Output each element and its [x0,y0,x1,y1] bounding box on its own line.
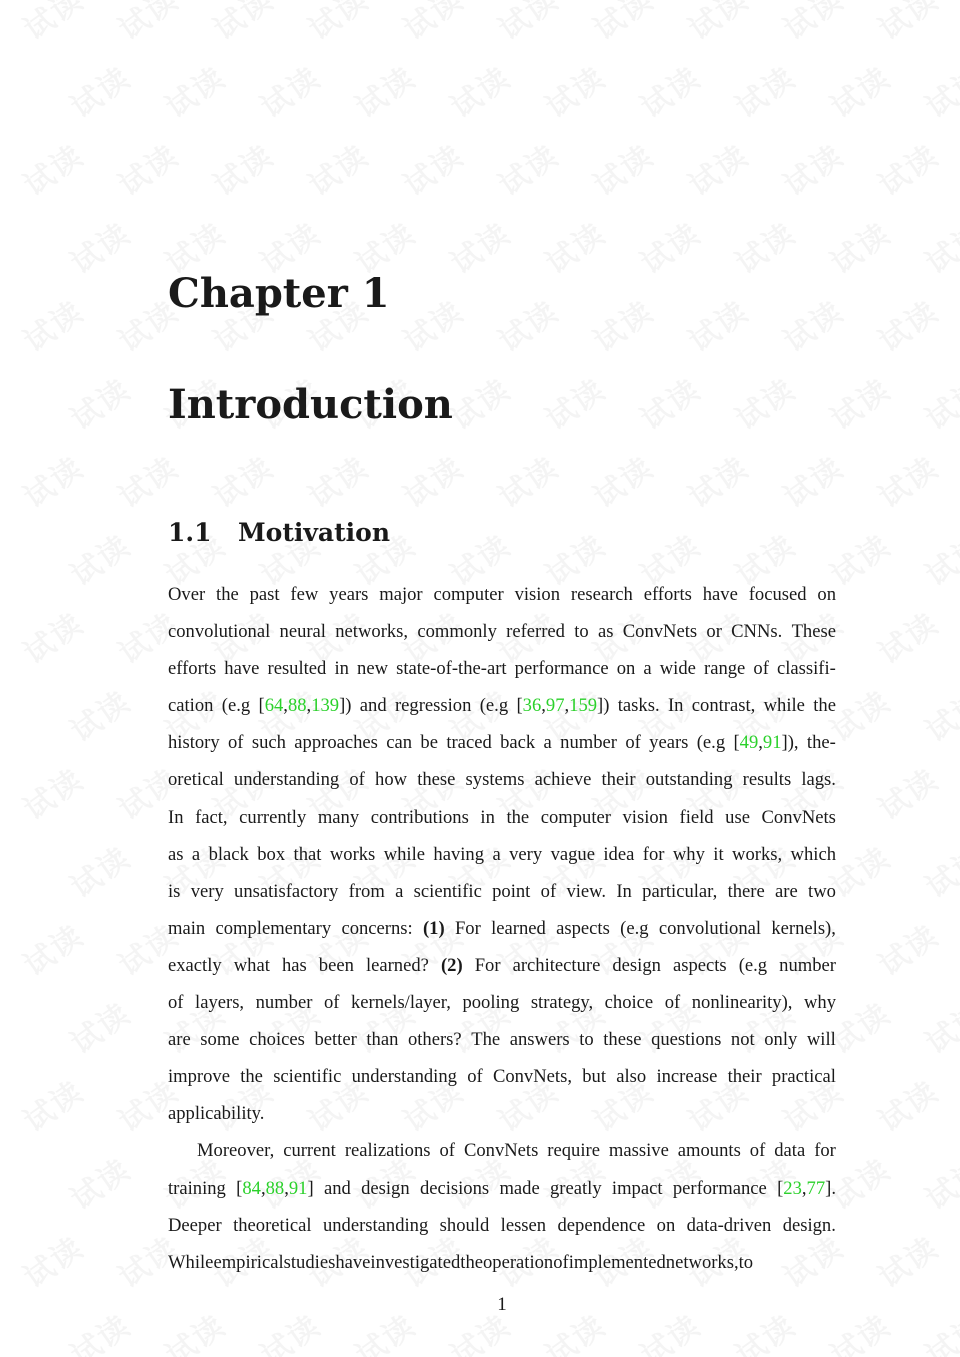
word: on [817,584,836,605]
word: back [500,732,536,754]
word: scientific [413,880,482,902]
word: CNNs. [731,621,783,643]
word: approaches [294,732,378,754]
citation-link[interactable]: 88 [287,695,307,717]
word: vision [622,806,668,828]
section-title: Motivation [238,518,391,547]
word: history [168,732,220,754]
word: for [814,1140,836,1162]
text-line [168,984,836,1021]
word: of [467,1066,483,1088]
word: achieve [534,769,592,791]
word: [ [516,695,523,717]
body-text [168,576,836,1281]
word: past [249,584,280,605]
word: design [612,954,661,976]
word: applicability. [168,1103,265,1125]
word: learned? [365,954,429,976]
text-line [168,1132,836,1169]
word: greatly [550,1177,602,1199]
word: computer [433,584,504,605]
word: to [574,621,589,643]
word: , [283,695,288,717]
word: new [357,658,388,680]
word: a [543,732,552,754]
word: results [742,769,792,791]
word: choice [604,992,654,1014]
word: , [306,695,312,717]
word: their [601,769,636,791]
word: not [730,1029,755,1051]
word: that [293,843,322,865]
word: networks, [665,1251,739,1273]
word: decisions [419,1177,490,1199]
word: data [774,1140,806,1162]
word: for [642,843,665,865]
citation-link[interactable]: 23 [783,1177,802,1199]
word: should [439,1214,490,1236]
word: theoretical [233,1214,312,1236]
word: traced [446,732,492,754]
word: empirical [213,1251,284,1273]
word: kernels), [771,917,836,939]
word: Deeper [168,1214,222,1236]
word: very [190,880,224,902]
word: the [216,584,239,605]
word: architecture [512,954,601,976]
word: are [168,1029,191,1051]
word: these [417,769,456,791]
word: will [806,1029,836,1051]
chapter-title: Introduction [168,381,453,428]
word: efforts [643,584,692,605]
word: commonly [417,621,497,643]
word: major [379,584,423,605]
word: For [474,954,501,976]
text-line [168,910,836,947]
word: number [560,732,617,754]
word: from [348,880,385,902]
word: works, [732,843,783,865]
bold-marker: (2) [440,954,463,976]
word: tasks. [617,695,660,717]
text-line [168,873,836,910]
word: focused [748,584,807,605]
word: design [361,1177,410,1199]
word: use [725,806,750,828]
paragraph [168,1132,836,1280]
word: have [335,1251,371,1273]
text-line [168,650,836,687]
word: understanding [233,769,340,791]
text-line [168,1207,836,1244]
word: ]), [781,732,799,754]
word: there [727,880,765,902]
word: while [763,695,805,717]
word: have [702,584,738,605]
word: can [386,732,413,754]
word: (e.g [221,695,251,717]
word: pooling [462,992,520,1014]
word: concerns: [341,917,413,939]
word: of [553,1251,569,1273]
word: (e.g [620,917,649,939]
word: black [208,843,249,865]
word: computer [540,806,611,828]
word: of [753,658,769,680]
word: practical [771,1066,836,1088]
word: [ [777,1177,784,1199]
word: The [471,1029,501,1051]
word: (e.g [696,732,726,754]
word: in [480,806,495,828]
word: ] [307,1177,314,1199]
word: the [506,806,530,828]
citation-link[interactable]: 91 [288,1177,308,1199]
citation-link[interactable]: 139 [311,695,340,717]
word: many [317,806,360,828]
word: be [420,732,438,754]
chapter-label: Chapter 1 [168,270,390,317]
word: Over [168,584,206,605]
word: are [775,880,798,902]
word: as [597,621,614,643]
word: improve [168,1066,230,1088]
word: choices [249,1029,305,1051]
word: In [667,695,684,717]
word: scientific [273,1066,342,1088]
word: wide [659,658,696,680]
word: while [383,843,426,865]
text-line [168,761,836,798]
word: only [764,1029,798,1051]
word: how [375,769,408,791]
word: convolutional [658,917,762,939]
word: nonlinearity), [691,992,793,1014]
word: lessen [500,1214,547,1236]
word: or [706,621,722,643]
word: having [433,843,485,865]
word: unsatisfactory [234,880,339,902]
text-line [168,799,836,836]
word: the [240,1066,263,1088]
word: , [564,695,570,717]
word: particular, [642,880,718,902]
word: has [281,954,307,976]
text-line [168,1244,836,1281]
word: state-of-the-art [396,658,507,680]
word: to [579,1029,594,1051]
word: contrast, [691,695,756,717]
word: a [191,843,201,865]
word: aspects [556,917,610,939]
word: convolutional [168,621,271,643]
word: why [803,992,836,1014]
word: research [570,584,633,605]
word: current [283,1140,336,1162]
word: made [499,1177,540,1199]
word: studies [283,1251,336,1273]
word: contributions [370,806,469,828]
word: box [257,843,286,865]
word: a [395,880,404,902]
citation-link[interactable]: 49 [739,732,759,754]
word: a [492,843,501,865]
word: [ [236,1177,243,1199]
word: aspects [672,954,727,976]
citation-group [777,1170,836,1207]
word: Moreover, [197,1140,275,1162]
word: years [329,584,369,605]
citation-link[interactable]: 77 [806,1177,826,1199]
word: as [168,843,184,865]
word: vague [550,843,595,865]
word: ]. [825,1177,836,1199]
word: such [251,732,286,754]
word: years [649,732,689,754]
word: answers [509,1029,570,1051]
citation-group [236,1170,314,1207]
word: , [801,1177,807,1199]
word: learned [491,917,546,939]
word: ConvNets [463,1140,539,1162]
word: of [540,880,557,902]
citation-group [258,687,351,724]
text-line [168,613,836,650]
word: works [329,843,376,865]
word: networks, [335,621,409,643]
text-line [168,1058,836,1095]
word: and [323,1177,351,1199]
word: training [168,1177,226,1199]
word: performance [672,1177,767,1199]
word: in [334,658,349,680]
word: also [616,1066,647,1088]
word: neural [279,621,326,643]
citation-group [733,724,798,761]
word: [ [733,732,740,754]
word: to [738,1251,754,1273]
word: , [284,1177,289,1199]
bold-marker: (1) [422,917,445,939]
word: design. [782,1214,836,1236]
word: require [547,1140,600,1162]
word: of [323,992,340,1014]
word: idea [603,843,635,865]
word: understanding [351,1066,457,1088]
word: number [255,992,313,1014]
text-line [168,836,836,873]
word: a [643,658,652,680]
word: which [790,843,836,865]
word: the [813,695,836,717]
word: on [616,658,636,680]
word: but [582,1066,606,1088]
word: ConvNets [622,621,698,643]
word: range [704,658,746,680]
word: (e.g [738,954,768,976]
word: complementary [215,917,332,939]
word: what [233,954,270,976]
word: systems [465,769,525,791]
word: referred [506,621,565,643]
word: number [779,954,836,976]
word: of [349,769,365,791]
word: For [454,917,481,939]
word: these [603,1029,642,1051]
word: In [616,880,632,902]
word: These [791,621,836,643]
text-line [168,724,836,761]
word: ]) [597,695,610,717]
page-number: 1 [497,1294,507,1315]
word: others? [407,1029,462,1051]
word: ConvNets [761,806,836,828]
word: lags. [801,769,836,791]
word: cation [168,695,214,717]
word: implemented [568,1251,666,1273]
word: two [808,880,836,902]
word: realizations [344,1140,431,1162]
word: questions [651,1029,722,1051]
word: why [672,843,705,865]
word: of [625,732,641,754]
word: and [359,695,387,717]
citation-link[interactable]: 88 [265,1177,285,1199]
word: oretical [168,769,224,791]
word: ]) [339,695,352,717]
word: investigated [370,1251,461,1273]
section-heading [168,516,390,550]
citation-link[interactable]: 91 [762,732,782,754]
word: data-driven [686,1214,772,1236]
word: understanding [322,1214,429,1236]
citation-link[interactable]: 159 [569,695,598,717]
word: better [314,1029,357,1051]
word: vision [514,584,561,605]
word: outstanding [645,769,733,791]
word: view. [566,880,607,902]
citation-link[interactable]: 97 [545,695,565,717]
citation-group [516,687,609,724]
word: amounts [677,1140,741,1162]
word: ConvNets, [492,1066,572,1088]
word: the- [806,732,836,754]
word: main [168,917,206,939]
word: , [541,695,546,717]
word: few [290,584,319,605]
word: classifi- [776,658,836,680]
word: massive [608,1140,669,1162]
word: [ [258,695,265,717]
word: increase [656,1066,718,1088]
word: In [168,806,184,828]
word: the [460,1251,483,1273]
word: dependence [557,1214,646,1236]
word: of [168,992,184,1014]
word: on [656,1214,676,1236]
word: currently [239,806,307,828]
citation-link[interactable]: 36 [522,695,542,717]
word: (e.g [479,695,509,717]
section-number: 1.1 [168,518,212,547]
word: it [713,843,724,865]
text-line [168,1095,836,1132]
word: been [318,954,354,976]
word: have [224,658,260,680]
text-line [168,576,836,613]
word: , [260,1177,266,1199]
word: regression [394,695,472,717]
word: is [168,880,181,902]
word: fact, [195,806,228,828]
text-line [168,1021,836,1058]
word: While [168,1251,214,1273]
text-line [168,947,836,984]
word: of [664,992,681,1014]
word: of [749,1140,766,1162]
citation-link[interactable]: 84 [242,1177,261,1199]
word: point [492,880,531,902]
word: efforts [168,658,217,680]
text-line [168,1170,836,1207]
word: strategy, [530,992,594,1014]
text-line [168,687,836,724]
citation-link[interactable]: 64 [264,695,284,717]
word: field [679,806,714,828]
word: kernels/layer, [350,992,451,1014]
word: exactly [168,954,222,976]
word: performance [514,658,609,680]
paragraph [168,576,836,1132]
word: of [228,732,244,754]
word: their [727,1066,762,1088]
word: than [366,1029,399,1051]
word: operation [483,1251,554,1273]
word: some [200,1029,240,1051]
word: impact [611,1177,663,1199]
word: layers, [195,992,245,1014]
word: very [509,843,543,865]
word: , [758,732,763,754]
word: resulted [267,658,327,680]
word: of [439,1140,455,1162]
